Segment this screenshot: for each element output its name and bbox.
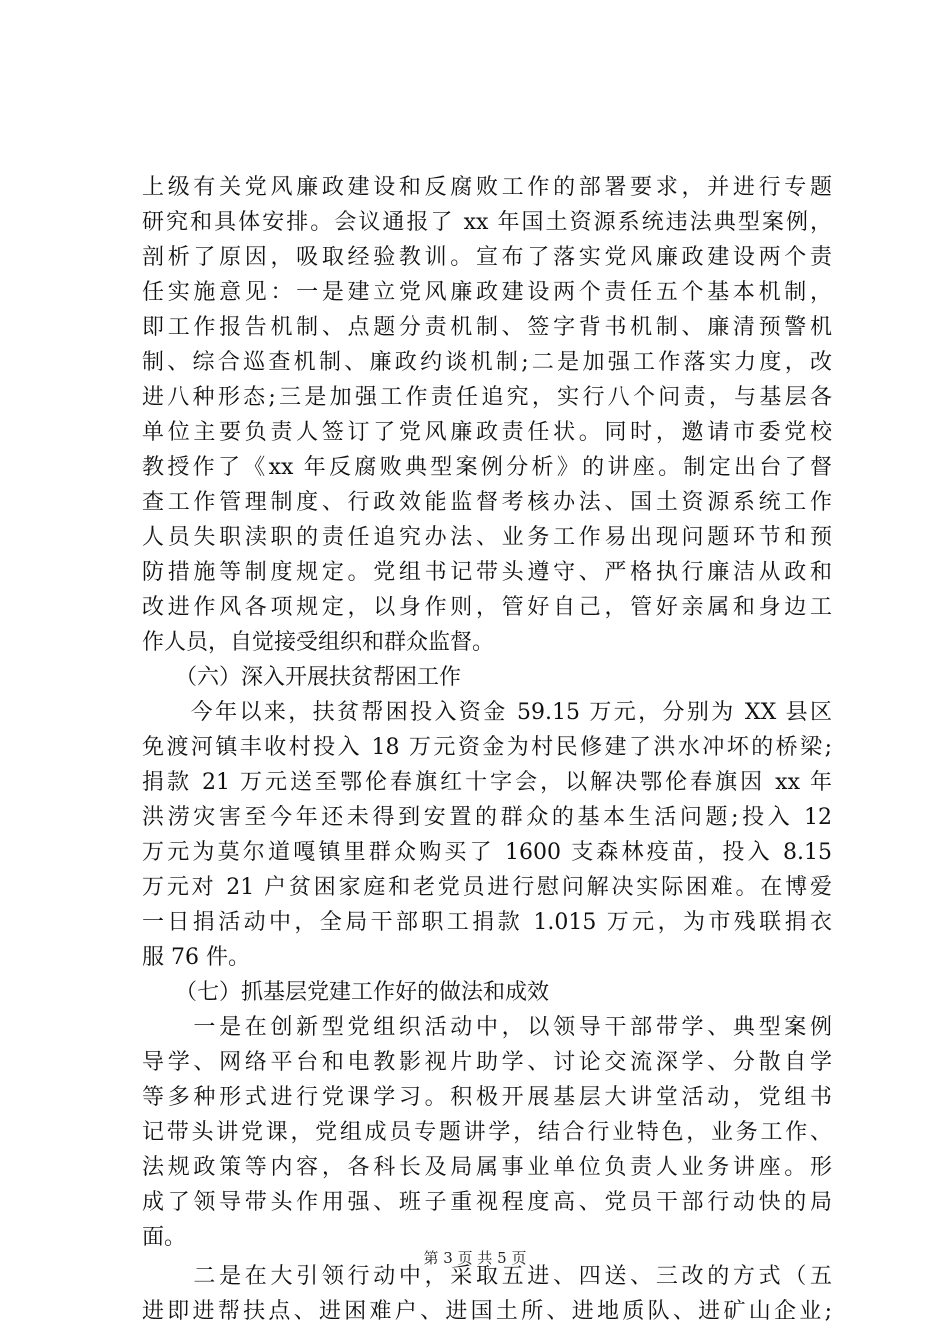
text-line-22: 一日捐活动中，全局干部职工捐款 1.015 万元，为市残联捐衣 xyxy=(142,910,832,935)
text-line-14: 作人员，自觉接受组织和群众监督。 xyxy=(142,630,495,655)
text-line-13: 改进作风各项规定，以身作则，管好自己，管好亲属和身边工 xyxy=(142,595,832,620)
text-line-5: 即工作报告机制、点题分责机制、签字背书机制、廉清预警机 xyxy=(142,315,832,340)
text-line-8: 单位主要负责人签订了党风廉政责任状。同时，邀请市委党校 xyxy=(142,420,832,445)
text-line-7: 进八种形态;三是加强工作责任追究，实行八个问责，与基层各 xyxy=(142,385,832,410)
text-line-25: 一是在创新型党组织活动中，以领导干部带学、典型案例 xyxy=(142,1015,832,1040)
text-line-4: 任实施意见：一是建立党风廉政建设两个责任五个基本机制， xyxy=(142,280,832,305)
text-line-9: 教授作了《xx 年反腐败典型案例分析》的讲座。制定出台了督 xyxy=(142,455,832,480)
text-line-21: 万元对 21 户贫困家庭和老党员进行慰问解决实际困难。在博爱 xyxy=(142,875,832,900)
text-line-1: 上级有关党风廉政建设和反腐败工作的部署要求，并进行专题 xyxy=(142,175,832,200)
text-line-11: 人员失职渎职的责任追究办法、业务工作易出现问题环节和预 xyxy=(142,525,832,550)
text-line-6: 制、综合巡查机制、廉政约谈机制;二是加强工作落实力度，改 xyxy=(142,350,832,375)
text-line-23: 服 76 件。 xyxy=(142,945,250,970)
text-line-10: 查工作管理制度、行政效能监督考核办法、国土资源系统工作 xyxy=(142,490,832,515)
text-line-26: 导学、网络平台和电教影视片助学、讨论交流深学、分散自学 xyxy=(142,1050,832,1075)
text-line-18: 捐款 21 万元送至鄂伦春旗红十字会，以解决鄂伦春旗因 xx 年 xyxy=(142,770,832,795)
text-line-19: 洪涝灾害至今年还未得到安置的群众的基本生活问题;投入 12 xyxy=(142,805,832,830)
text-line-30: 成了领导带头作用强、班子重视程度高、党员干部行动快的局 xyxy=(142,1190,832,1215)
page-number-footer: 第 3 页 共 5 页 xyxy=(423,1249,527,1267)
text-line-16: 今年以来，扶贫帮困投入资金 59.15 万元，分别为 XX 县区 xyxy=(142,700,832,725)
section-heading-6: （六）深入开展扶贫帮困工作 xyxy=(142,665,462,690)
text-line-29: 法规政策等内容，各科长及局属事业单位负责人业务讲座。形 xyxy=(142,1155,832,1180)
text-line-28: 记带头讲党课，党组成员专题讲学，结合行业特色，业务工作、 xyxy=(142,1120,832,1145)
document-body xyxy=(142,170,832,1329)
section-heading-7: （七）抓基层党建工作好的做法和成效 xyxy=(142,980,550,1005)
text-line-3: 剖析了原因，吸取经验教训。宣布了落实党风廉政建设两个责 xyxy=(142,245,832,270)
text-line-33: 进即进帮扶点、进困难户、进国土所、进地质队、进矿山企业; xyxy=(142,1299,832,1324)
text-line-12: 防措施等制度规定。党组书记带头遵守、严格执行廉洁从政和 xyxy=(142,560,832,585)
text-line-20: 万元为莫尔道嘎镇里群众购买了 1600 支森林疫苗，投入 8.15 xyxy=(142,840,832,865)
text-line-17: 免渡河镇丰收村投入 18 万元资金为村民修建了洪水冲坏的桥梁; xyxy=(142,735,832,760)
text-line-27: 等多种形式进行党课学习。积极开展基层大讲堂活动，党组书 xyxy=(142,1085,832,1110)
text-line-31: 面。 xyxy=(142,1225,187,1250)
text-line-32: 二是在大引领行动中，采取五进、四送、三改的方式（五 xyxy=(142,1264,832,1289)
text-line-2: 研究和具体安排。会议通报了 xx 年国土资源系统违法典型案例， xyxy=(142,210,832,235)
